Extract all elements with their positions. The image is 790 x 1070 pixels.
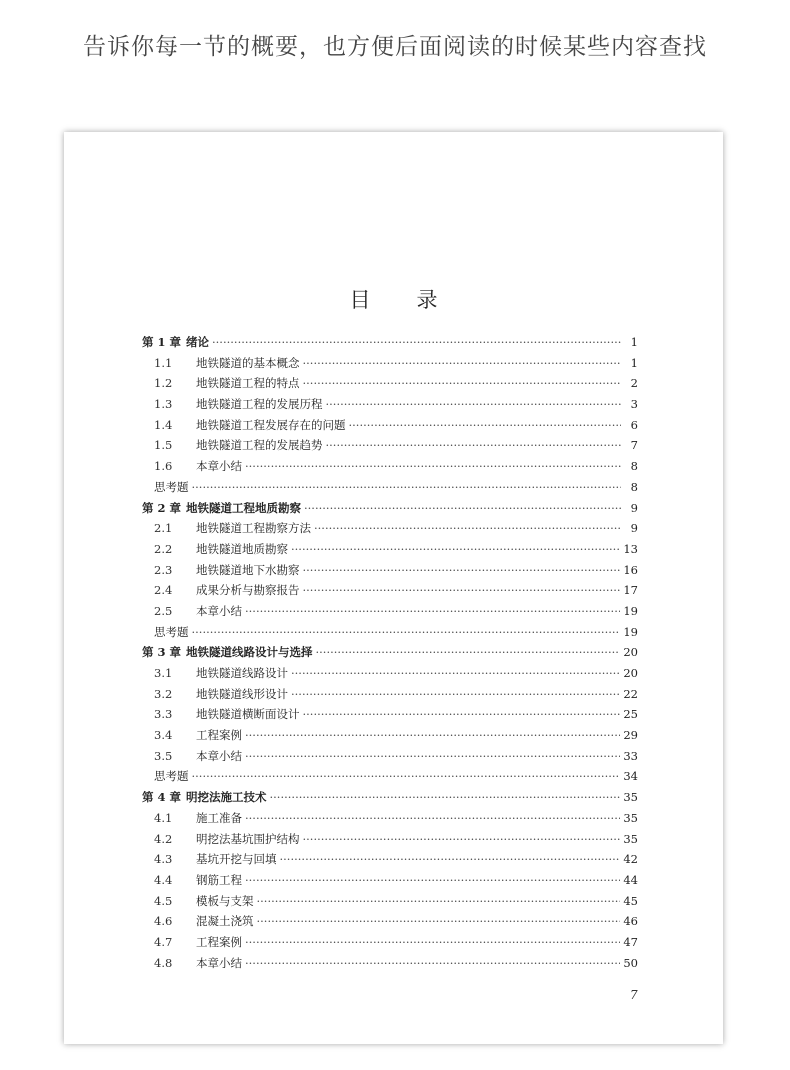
toc-entry-label: 思考题 [154,624,189,639]
toc-entry-number: 4.7 [154,934,173,949]
toc-entry-page: 44 [623,872,638,887]
toc-dot-leader [291,687,620,701]
toc-exercise-row[interactable] [142,479,638,500]
toc-dot-leader [304,501,621,515]
toc-entry-page: 35 [623,810,638,825]
toc-section-row[interactable] [142,417,638,438]
toc-section-row[interactable] [142,872,638,893]
toc-section-row[interactable] [142,748,638,769]
toc-entry-number: 2.4 [154,583,173,598]
toc-entry-label: 地铁隧道线形设计 [196,686,288,701]
toc-entry-label: 混凝土浇筑 [196,914,254,929]
toc-section-row[interactable] [142,934,638,955]
toc-section-row[interactable] [142,665,638,686]
toc-entry-number: 3.2 [154,686,173,701]
toc-dot-leader [314,521,621,535]
toc-section-row[interactable] [142,686,638,707]
toc-entry-page: 35 [623,831,638,846]
toc-entry-number: 2.5 [154,603,173,618]
toc-section-row[interactable] [142,727,638,748]
toc-entry-label: 明挖法施工技术 [186,790,267,805]
toc-section-row[interactable] [142,437,638,458]
toc-section-row[interactable] [142,706,638,727]
toc-dot-leader [245,935,620,949]
toc-entry-number: 第 4 章 [142,790,182,805]
toc-entry-page: 8 [630,459,638,474]
toc-entry-page: 9 [630,521,638,536]
toc-entry-label: 工程案例 [196,934,242,949]
toc-entry-label: 工程案例 [196,728,242,743]
toc-entry-page: 1 [630,335,638,349]
toc-entry-label: 施工准备 [196,810,242,825]
toc-entry-number: 4.4 [154,872,173,887]
toc-entry-label: 地铁隧道工程勘察方法 [196,521,311,536]
toc-entry-number: 第 2 章 [142,500,182,515]
toc-entry-number: 1.3 [154,397,173,412]
toc-entry-number: 3.5 [154,748,173,763]
toc-entry-label: 本章小结 [196,603,242,618]
toc-dot-leader [245,811,620,825]
toc-entry-page: 42 [623,852,638,867]
toc-dot-leader [291,666,620,680]
toc-entry-page: 46 [623,914,638,929]
toc-entry-page: 9 [630,500,638,515]
toc-dot-leader [245,749,620,763]
toc-entry-number: 4.5 [154,893,173,908]
toc-dot-leader [303,563,621,577]
toc-entry-label: 思考题 [154,769,189,784]
toc-section-row[interactable] [142,851,638,872]
toc-entry-page: 16 [623,562,638,577]
toc-entry-page: 20 [623,666,638,680]
toc-dot-leader [192,625,621,639]
toc-section-row[interactable] [142,520,638,541]
toc-entry-page: 2 [630,376,638,391]
toc-entry-page: 45 [623,893,638,908]
table-of-contents [142,334,638,975]
toc-entry-page: 17 [623,583,638,598]
toc-entry-label: 思考题 [154,479,189,494]
toc-chapter-row[interactable] [142,500,638,521]
toc-dot-leader [326,397,622,411]
toc-entry-number: 3.3 [154,707,173,722]
book-page [64,132,723,1044]
toc-dot-leader [257,894,621,908]
toc-dot-leader [303,707,621,721]
toc-section-row[interactable] [142,603,638,624]
toc-entry-number: 第 3 章 [142,645,182,660]
toc-entry-number: 4.1 [154,810,173,825]
toc-exercise-row[interactable] [142,768,638,789]
toc-entry-label: 本章小结 [196,459,242,474]
toc-entry-number: 1.4 [154,417,173,432]
toc-section-row[interactable] [142,893,638,914]
toc-dot-leader [245,604,620,618]
toc-section-row[interactable] [142,562,638,583]
toc-dot-leader [326,438,622,452]
toc-entry-label: 地铁隧道地下水勘察 [196,562,300,577]
toc-entry-number: 2.3 [154,562,173,577]
toc-entry-number: 3.1 [154,666,173,680]
toc-dot-leader [303,583,621,597]
toc-entry-page: 47 [623,934,638,949]
toc-entry-label: 明挖法基坑围护结构 [196,831,300,846]
toc-chapter-row[interactable] [142,644,638,665]
toc-dot-leader [245,873,620,887]
toc-entry-page: 13 [623,541,638,556]
toc-chapter-row[interactable] [142,789,638,810]
toc-entry-label: 地铁隧道工程地质勘察 [186,500,301,515]
toc-entry-label: 钢筋工程 [196,872,242,887]
toc-title-char-1: 目 [349,288,371,312]
toc-section-row[interactable] [142,831,638,852]
toc-dot-leader [303,376,622,390]
toc-entry-label: 本章小结 [196,955,242,970]
toc-entry-label: 地铁隧道线路设计与选择 [186,645,313,660]
toc-entry-number: 第 1 章 [142,335,182,349]
toc-entry-number: 1.2 [154,376,173,391]
toc-section-row[interactable] [142,458,638,479]
toc-section-row[interactable] [142,375,638,396]
toc-entry-label: 本章小结 [196,748,242,763]
toc-dot-leader [257,914,621,928]
toc-exercise-row[interactable] [142,624,638,645]
toc-entry-number: 4.2 [154,831,173,846]
toc-dot-leader [245,728,620,742]
toc-entry-number: 4.3 [154,852,173,867]
toc-entry-label: 地铁隧道工程的发展历程 [196,397,323,412]
toc-title [64,284,723,314]
toc-entry-page: 19 [623,624,638,639]
toc-entry-number: 4.8 [154,955,173,970]
toc-dot-leader [349,418,622,432]
toc-dot-leader [245,459,621,473]
toc-title-char-2: 录 [416,288,438,312]
toc-dot-leader [303,356,622,370]
toc-entry-page: 35 [623,790,638,805]
toc-section-row[interactable] [142,955,638,976]
toc-entry-label: 地铁隧道的基本概念 [196,355,300,370]
toc-entry-label: 地铁隧道横断面设计 [196,707,300,722]
toc-entry-page: 19 [623,603,638,618]
caption-text: 告诉你每一节的概要，也方便后面阅读的时候某些内容查找 [83,34,707,60]
toc-dot-leader [280,852,621,866]
toc-entry-page: 50 [623,955,638,970]
toc-entry-page: 8 [630,479,638,494]
toc-dot-leader [316,645,621,659]
toc-dot-leader [291,542,620,556]
toc-entry-number: 2.2 [154,541,173,556]
toc-entry-label: 成果分析与勘察报告 [196,583,300,598]
toc-entry-page: 29 [623,728,638,743]
toc-entry-page: 34 [623,769,638,784]
page-number: 7 [630,988,638,1002]
toc-dot-leader [270,790,621,804]
toc-entry-page: 20 [623,645,638,660]
toc-entry-number: 1.5 [154,438,173,453]
toc-dot-leader [245,956,620,970]
toc-dot-leader [212,335,621,349]
toc-entry-page: 33 [623,748,638,763]
toc-section-row[interactable] [142,582,638,603]
toc-entry-number: 2.1 [154,521,173,536]
toc-chapter-row[interactable] [142,334,638,355]
toc-entry-page: 25 [623,707,638,722]
toc-entry-page: 7 [630,438,638,453]
toc-entry-number: 4.6 [154,914,173,929]
toc-section-row[interactable] [142,355,638,376]
toc-section-row[interactable] [142,810,638,831]
toc-entry-number: 1.6 [154,459,173,474]
toc-entry-label: 绪论 [186,335,209,349]
toc-entry-label: 模板与支架 [196,893,254,908]
toc-entry-label: 地铁隧道工程发展存在的问题 [196,417,346,432]
toc-entry-number: 3.4 [154,728,173,743]
toc-entry-label: 地铁隧道地质勘察 [196,541,288,556]
toc-entry-label: 地铁隧道线路设计 [196,666,288,680]
toc-section-row[interactable] [142,913,638,934]
toc-dot-leader [192,480,622,494]
toc-dot-leader [303,832,621,846]
toc-dot-leader [192,769,621,783]
toc-entry-page: 3 [630,397,638,412]
toc-entry-label: 地铁隧道工程的特点 [196,376,300,391]
toc-entry-number: 1.1 [154,355,173,370]
toc-entry-page: 6 [630,417,638,432]
toc-entry-label: 基坑开挖与回填 [196,852,277,867]
toc-section-row[interactable] [142,396,638,417]
toc-entry-page: 22 [623,686,638,701]
toc-section-row[interactable] [142,541,638,562]
toc-entry-page: 1 [630,355,638,370]
toc-entry-label: 地铁隧道工程的发展趋势 [196,438,323,453]
